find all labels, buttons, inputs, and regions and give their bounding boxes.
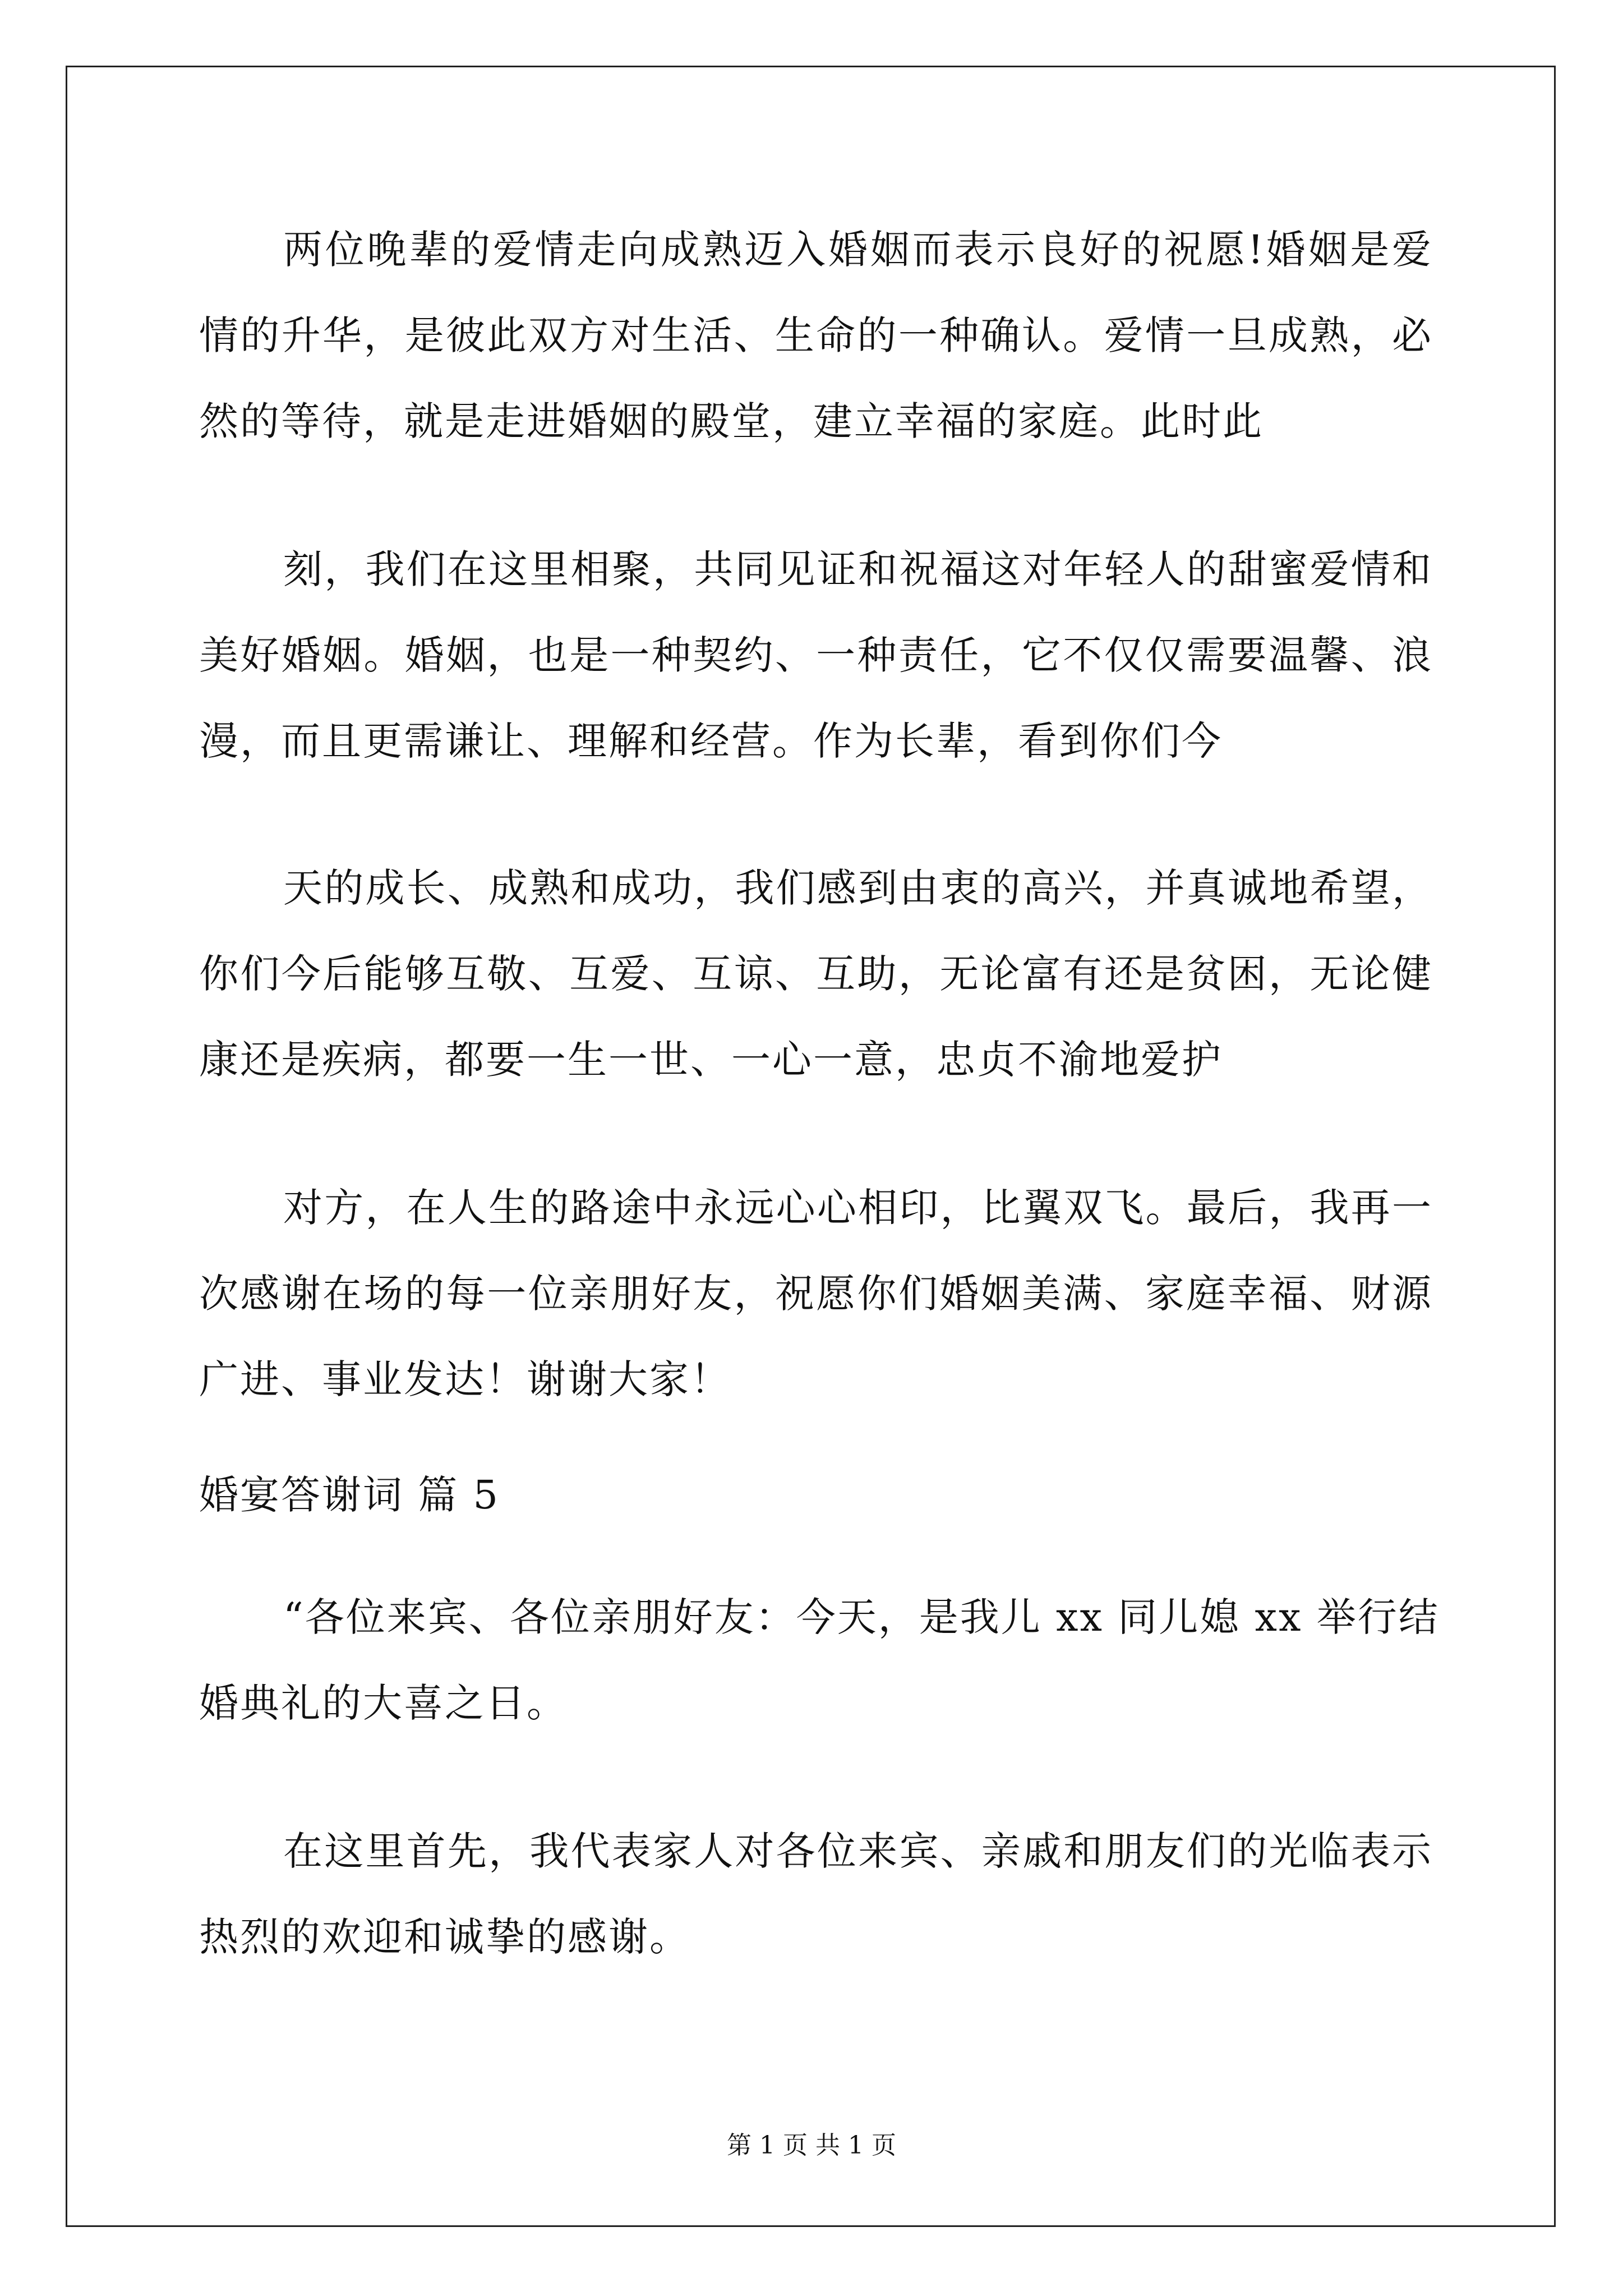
paragraph-line: 康还是疾病，都要一生一世、一心一意，忠贞不渝地爱护: [199, 1037, 1223, 1083]
paragraph-line: 漫，而且更需谦让、理解和经营。作为长辈，看到你们今: [199, 718, 1223, 764]
paragraph-line: 两位晚辈的爱情走向成熟迈入婚姻而表示良好的祝愿!婚姻是爱: [283, 227, 1433, 273]
paragraph-line: 天的成长、成熟和成功，我们感到由衷的高兴，并真诚地希望，: [283, 865, 1433, 911]
paragraph-line: 热烈的欢迎和诚挚的感谢。: [199, 1914, 690, 1960]
paragraph-line: 在这里首先，我代表家人对各位来宾、亲戚和朋友们的光临表示: [283, 1828, 1433, 1874]
page-number-footer: 第 1 页 共 1 页: [727, 2131, 896, 2160]
paragraph-line: 次感谢在场的每一位亲朋好友，祝愿你们婚姻美满、家庭幸福、财源: [199, 1271, 1433, 1317]
paragraph-line: 美好婚姻。婚姻，也是一种契约、一种责任，它不仅仅需要温馨、浪: [199, 632, 1433, 678]
paragraph-line: 情的升华，是彼此双方对生活、生命的一种确认。爱情一旦成熟，必: [199, 312, 1433, 358]
section-heading: 婚宴答谢词 篇 5: [199, 1472, 500, 1518]
paragraph-line: 广进、事业发达！谢谢大家！: [199, 1356, 731, 1402]
paragraph-line: 你们今后能够互敬、互爱、互谅、互助，无论富有还是贫困，无论健: [199, 951, 1433, 997]
paragraph-line: “各位来宾、各位亲朋好友：今天，是我儿 xx 同儿媳 xx 举行结: [283, 1594, 1440, 1640]
paragraph-line: 对方，在人生的路途中永远心心相印，比翼双飞。最后，我再一: [283, 1185, 1433, 1231]
paragraph-line: 刻，我们在这里相聚，共同见证和祝福这对年轻人的甜蜜爱情和: [283, 546, 1433, 592]
page-border: [66, 66, 1556, 2227]
paragraph-line: 然的等待，就是走进婚姻的殿堂，建立幸福的家庭。此时此: [199, 398, 1264, 444]
paragraph-line: 婚典礼的大喜之日。: [199, 1680, 568, 1726]
